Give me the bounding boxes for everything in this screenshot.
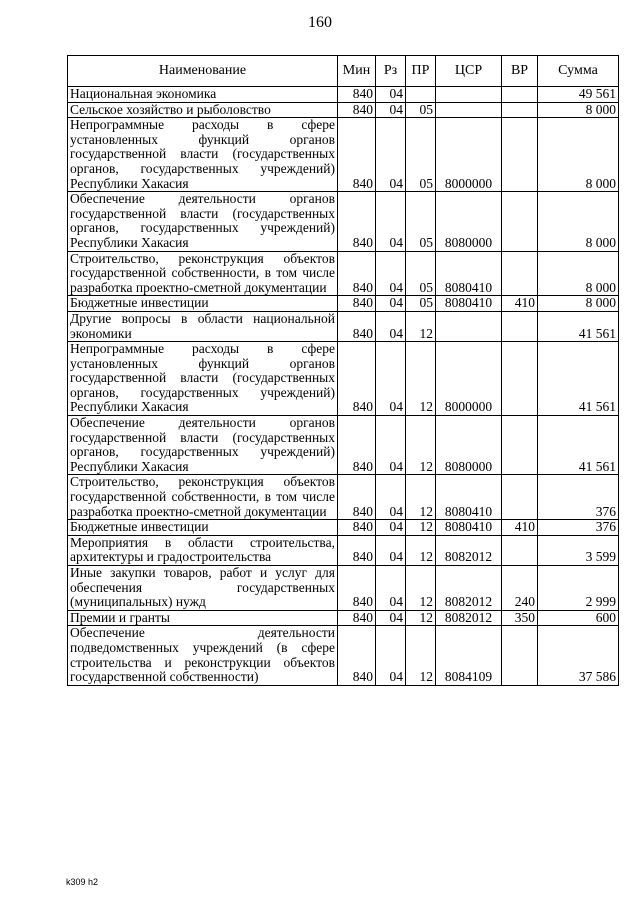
table-row (68, 296, 619, 312)
cell-min: 840 (338, 610, 376, 626)
cell-min: 840 (338, 87, 376, 103)
cell-min: 840 (338, 102, 376, 118)
table-row (68, 475, 619, 520)
cell-sum: 8 000 (538, 192, 619, 251)
table-row (68, 626, 619, 685)
cell-vr (502, 311, 538, 341)
cell-min: 840 (338, 535, 376, 565)
cell-rz: 04 (376, 87, 406, 103)
cell-sum: 41 561 (538, 342, 619, 416)
table-row (68, 87, 619, 103)
cell-sum: 8 000 (538, 251, 619, 296)
cell-vr (502, 475, 538, 520)
cell-pr: 05 (406, 296, 436, 312)
cell-rz: 04 (376, 416, 406, 475)
cell-vr (502, 102, 538, 118)
cell-pr: 12 (406, 342, 436, 416)
budget-table (67, 55, 619, 686)
table-row (68, 192, 619, 251)
cell-min: 840 (338, 296, 376, 312)
cell-vr (502, 626, 538, 685)
table-row (68, 342, 619, 416)
cell-csr: 8082012 (436, 535, 502, 565)
cell-vr (502, 342, 538, 416)
cell-vr: 410 (502, 520, 538, 536)
cell-csr: 8082012 (436, 610, 502, 626)
cell-sum: 8 000 (538, 102, 619, 118)
cell-name: Бюджетные инвестиции (68, 520, 338, 536)
column-header-pr: ПР (406, 56, 436, 87)
cell-name: Другие вопросы в области национальной экономики (68, 311, 338, 341)
column-header-vr: ВР (502, 56, 538, 87)
cell-rz: 04 (376, 520, 406, 536)
cell-name: Мероприятия в области строительства, архитектуры и градостроительства (68, 535, 338, 565)
cell-min: 840 (338, 626, 376, 685)
cell-rz: 04 (376, 118, 406, 192)
cell-rz: 04 (376, 535, 406, 565)
cell-pr: 05 (406, 118, 436, 192)
cell-pr: 12 (406, 416, 436, 475)
cell-sum: 8 000 (538, 118, 619, 192)
page-number: 160 (308, 14, 332, 31)
footer-code: k309 h2 (66, 877, 99, 887)
cell-name: Непрограммные расходы в сфере установленных функций органов государственной власти (государственных органов, государственных учреждений) Республики Хакасия (68, 118, 338, 192)
cell-name: Непрограммные расходы в сфере установленных функций органов государственной власти (государственных органов, государственных учреждений) Республики Хакасия (68, 342, 338, 416)
cell-rz: 04 (376, 610, 406, 626)
cell-sum: 49 561 (538, 87, 619, 103)
cell-pr: 12 (406, 566, 436, 611)
cell-name: Строительство, реконструкция объектов государственной собственности, в том числе разработка проектно-сметной документации (68, 475, 338, 520)
cell-pr: 12 (406, 311, 436, 341)
cell-name: Обеспечение деятельности органов государственной власти (государственных органов, государственных учреждений) Республики Хакасия (68, 416, 338, 475)
cell-rz: 04 (376, 296, 406, 312)
table-row (68, 118, 619, 192)
cell-vr (502, 251, 538, 296)
cell-csr: 8000000 (436, 342, 502, 416)
cell-name: Сельское хозяйство и рыболовство (68, 102, 338, 118)
column-header-name: Наименование (68, 56, 338, 87)
cell-csr (436, 311, 502, 341)
cell-sum: 37 586 (538, 626, 619, 685)
cell-pr: 05 (406, 251, 436, 296)
cell-pr: 05 (406, 102, 436, 118)
cell-name: Обеспечение деятельности подведомственных учреждений (в сфере строительства и реконструкции объектов государственной собственности) (68, 626, 338, 685)
cell-csr (436, 87, 502, 103)
cell-min: 840 (338, 566, 376, 611)
cell-rz: 04 (376, 626, 406, 685)
cell-min: 840 (338, 251, 376, 296)
cell-vr: 240 (502, 566, 538, 611)
cell-csr: 8080410 (436, 520, 502, 536)
cell-pr: 12 (406, 626, 436, 685)
cell-pr: 12 (406, 475, 436, 520)
cell-pr: 12 (406, 610, 436, 626)
cell-name: Строительство, реконструкция объектов государственной собственности, в том числе разработка проектно-сметной документации (68, 251, 338, 296)
cell-vr (502, 535, 538, 565)
cell-name: Национальная экономика (68, 87, 338, 103)
cell-vr (502, 87, 538, 103)
cell-csr: 8080410 (436, 251, 502, 296)
cell-csr: 8000000 (436, 118, 502, 192)
column-header-sum: Сумма (538, 56, 619, 87)
cell-vr: 350 (502, 610, 538, 626)
cell-sum: 2 999 (538, 566, 619, 611)
table-row (68, 566, 619, 611)
cell-vr (502, 416, 538, 475)
cell-sum: 3 599 (538, 535, 619, 565)
cell-pr: 05 (406, 192, 436, 251)
table-header-row (68, 56, 619, 87)
cell-pr: 12 (406, 535, 436, 565)
cell-name: Премии и гранты (68, 610, 338, 626)
cell-min: 840 (338, 118, 376, 192)
table-row (68, 416, 619, 475)
cell-name: Обеспечение деятельности органов государственной власти (государственных органов, государственных учреждений) Республики Хакасия (68, 192, 338, 251)
cell-sum: 600 (538, 610, 619, 626)
cell-csr: 8080410 (436, 296, 502, 312)
cell-rz: 04 (376, 475, 406, 520)
cell-sum: 41 561 (538, 311, 619, 341)
column-header-min: Мин (338, 56, 376, 87)
cell-rz: 04 (376, 251, 406, 296)
cell-pr (406, 87, 436, 103)
cell-name: Бюджетные инвестиции (68, 296, 338, 312)
cell-sum: 376 (538, 520, 619, 536)
cell-csr: 8080410 (436, 475, 502, 520)
table-row (68, 102, 619, 118)
cell-min: 840 (338, 416, 376, 475)
cell-rz: 04 (376, 192, 406, 251)
cell-sum: 376 (538, 475, 619, 520)
cell-rz: 04 (376, 342, 406, 416)
cell-name: Иные закупки товаров, работ и услуг для обеспечения государственных (муниципальных) нужд (68, 566, 338, 611)
cell-vr: 410 (502, 296, 538, 312)
cell-vr (502, 118, 538, 192)
cell-min: 840 (338, 475, 376, 520)
column-header-csr: ЦСР (436, 56, 502, 87)
cell-rz: 04 (376, 311, 406, 341)
table-body (68, 87, 619, 686)
cell-min: 840 (338, 192, 376, 251)
cell-csr: 8080000 (436, 416, 502, 475)
cell-csr: 8082012 (436, 566, 502, 611)
cell-vr (502, 192, 538, 251)
cell-sum: 41 561 (538, 416, 619, 475)
cell-min: 840 (338, 311, 376, 341)
table-row (68, 610, 619, 626)
cell-csr: 8080000 (436, 192, 502, 251)
table-row (68, 535, 619, 565)
table-row (68, 251, 619, 296)
cell-min: 840 (338, 342, 376, 416)
table-row (68, 520, 619, 536)
cell-rz: 04 (376, 566, 406, 611)
cell-csr: 8084109 (436, 626, 502, 685)
cell-csr (436, 102, 502, 118)
cell-sum: 8 000 (538, 296, 619, 312)
table-row (68, 311, 619, 341)
cell-rz: 04 (376, 102, 406, 118)
column-header-rz: Рз (376, 56, 406, 87)
cell-min: 840 (338, 520, 376, 536)
cell-pr: 12 (406, 520, 436, 536)
